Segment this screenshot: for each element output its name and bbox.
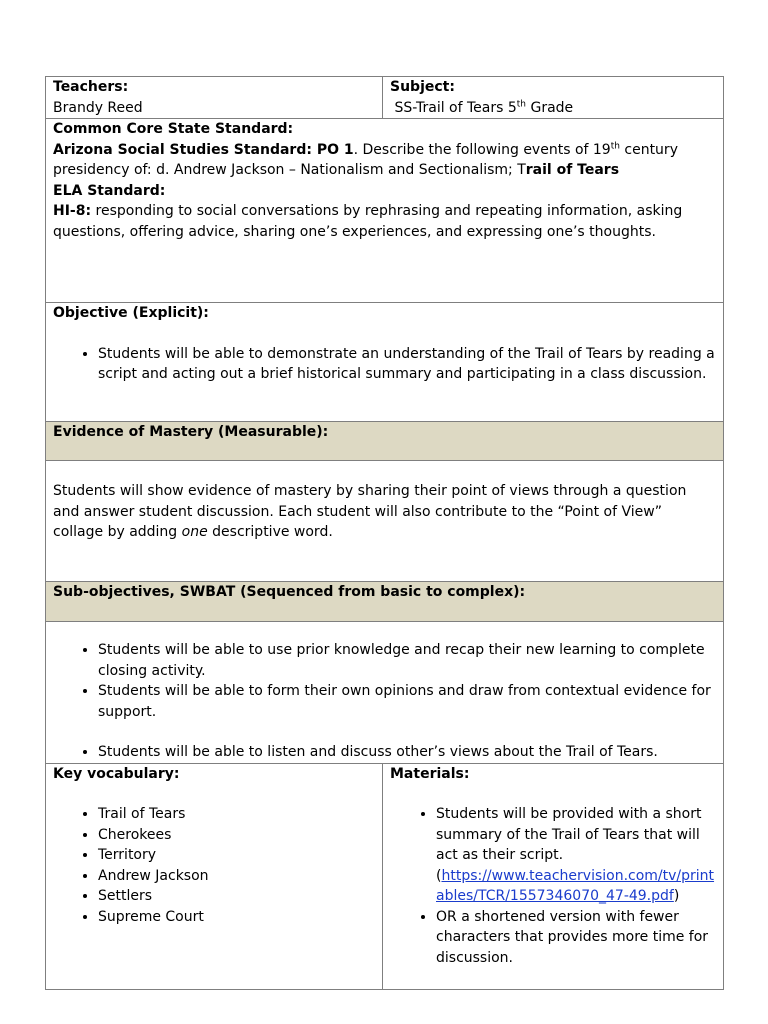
materials-cell bbox=[383, 763, 724, 989]
list-item: • Settlers bbox=[98, 886, 375, 907]
ccss-label: Common Core State Standard: bbox=[53, 121, 294, 137]
list-item: • Students will be able to form their own opinions and draw from contextual evidence for support. bbox=[98, 681, 716, 722]
list-item: • Cherokees bbox=[98, 825, 375, 846]
objective-cell bbox=[46, 303, 724, 422]
vocabulary-cell bbox=[46, 763, 383, 989]
evidence-text-cell bbox=[46, 461, 724, 582]
vocabulary-list bbox=[53, 804, 375, 927]
subobjectives-list bbox=[53, 640, 716, 763]
list-item: • Andrew Jackson bbox=[98, 866, 375, 887]
list-item: • Trail of Tears bbox=[98, 804, 375, 825]
list-item: • Territory bbox=[98, 845, 375, 866]
standards-cell bbox=[46, 119, 724, 303]
az-standard: Arizona Social Studies Standard: PO 1. Describe the following events of 19th century presidency of: d. Andrew Jackson – Nationalism and Sectionalism; Trail of Tears bbox=[53, 140, 678, 178]
subobjectives-label-cell bbox=[46, 582, 724, 622]
subject-label: Subject: bbox=[390, 79, 455, 95]
teacher-name: Brandy Reed bbox=[53, 99, 143, 116]
ela-label: ELA Standard: bbox=[53, 182, 166, 199]
subobjectives-header-row bbox=[46, 582, 724, 622]
subobjectives-list-cell bbox=[46, 622, 724, 764]
evidence-label: Evidence of Mastery (Measurable): bbox=[53, 424, 329, 440]
vocab-materials-row bbox=[46, 763, 724, 989]
standards-row bbox=[46, 119, 724, 303]
lesson-plan-table bbox=[45, 76, 724, 990]
subject-cell bbox=[383, 77, 724, 119]
subobjectives-body-row bbox=[46, 622, 724, 764]
subject-value: SS-Trail of Tears 5th Grade bbox=[394, 98, 574, 116]
objective-list bbox=[53, 344, 716, 385]
evidence-label-cell bbox=[46, 422, 724, 461]
list-item: • OR a shortened version with fewer characters that provides more time for discussion. bbox=[436, 907, 716, 969]
teachers-label: Teachers: bbox=[53, 79, 129, 95]
list-item: • Students will be able to use prior knowledge and recap their new learning to complete closing activity. bbox=[98, 640, 716, 681]
teachers-cell bbox=[46, 77, 383, 119]
evidence-header-row bbox=[46, 422, 724, 461]
list-item: • Students will be able to demonstrate an understanding of the Trail of Tears by reading a script and acting out a brief historical summary and participating in a class discussion. bbox=[98, 344, 716, 385]
materials-list bbox=[390, 804, 716, 968]
list-item: • Supreme Court bbox=[98, 907, 375, 928]
header-row bbox=[46, 77, 724, 119]
evidence-body-row bbox=[46, 461, 724, 582]
list-item: • Students will be provided with a short summary of the Trail of Tears that will act as their script. (https://www.teachervision.com/tv/printables/TCR/1557346070_47-49.pdf) bbox=[436, 804, 716, 907]
vocabulary-label: Key vocabulary: bbox=[53, 765, 180, 782]
hi8-standard: HI-8: responding to social conversations by rephrasing and repeating information, asking questions, offering advice, sharing one’s experiences, and expressing one’s thoughts. bbox=[53, 203, 683, 240]
evidence-text: Students will show evidence of mastery by sharing their point of views through a question and answer student discussion. Each student will also contribute to the “Point of View” collage by adding one descriptive word. bbox=[53, 483, 687, 540]
materials-label: Materials: bbox=[390, 765, 470, 782]
materials-link[interactable]: https://www.teachervision.com/tv/printables/TCR/1557346070_47-49.pdf bbox=[436, 867, 715, 904]
subobjectives-label: Sub-objectives, SWBAT (Sequenced from basic to complex): bbox=[53, 584, 526, 600]
objective-row bbox=[46, 303, 724, 422]
list-item: • Students will be able to listen and discuss other’s views about the Trail of Tears. bbox=[98, 742, 716, 763]
objective-label: Objective (Explicit): bbox=[53, 305, 209, 321]
